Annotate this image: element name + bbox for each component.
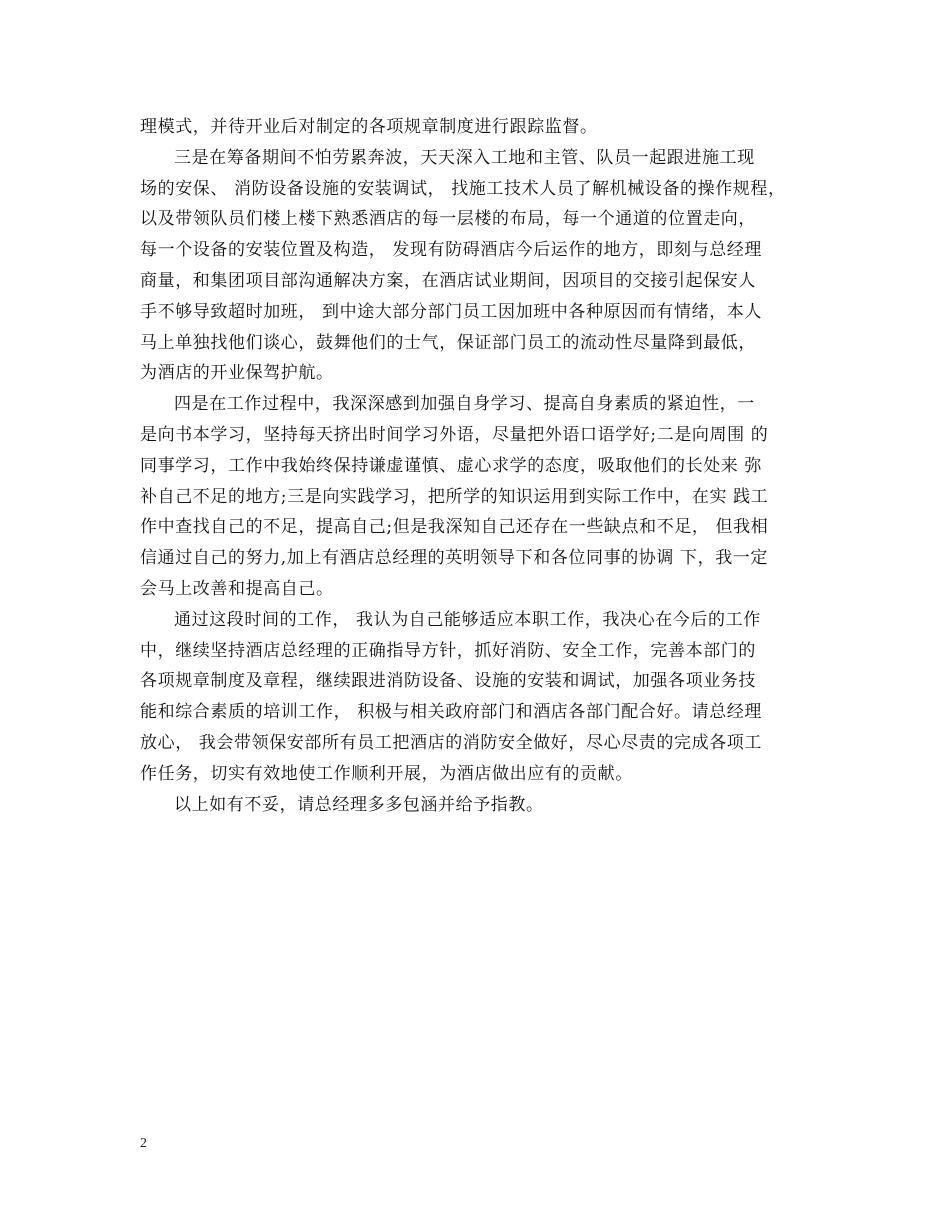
page-number: 2 xyxy=(140,1136,147,1151)
text-line: 以上如有不妥，请总经理多多包涵并给予指教。 xyxy=(174,794,544,815)
text-line: 每一个设备的安装位置及构造， 发现有防碍酒店今后运作的地方，即刻与总经理 xyxy=(140,240,763,261)
text-line: 同事学习，工作中我始终保持谦虚谨慎、虚心求学的态度，吸取他们的长处来 弥 xyxy=(140,455,763,476)
text-line: 放心， 我会带领保安部所有员工把酒店的消防安全做好，尽心尽责的完成各项工 xyxy=(140,732,763,753)
text-line: 作中查找自己的不足，提高自己;但是我深知自己还存在一些缺点和不足， 但我相 xyxy=(140,517,769,538)
text-line: 作任务，切实有效地使工作顺利开展，为酒店做出应有的贡献。 xyxy=(140,763,633,784)
paragraph-1 xyxy=(140,112,826,143)
text-line: 以及带领队员们楼上楼下熟悉酒店的每一层楼的布局，每一个通道的位置走向， xyxy=(140,209,756,230)
text-line: 四是在工作过程中，我深深感到加强自身学习、提高自身素质的紧迫性，一 xyxy=(174,394,755,415)
text-line: 商量，和集团项目部沟通解决方案，在酒店试业期间，因项目的交接引起保安人 xyxy=(140,270,756,291)
text-line: 理模式，并待开业后对制定的各项规章制度进行跟踪监督。 xyxy=(140,117,598,137)
paragraph-2 xyxy=(140,143,826,389)
text-line: 补自己不足的地方;三是向实践学习，把所学的知识运用到实际工作中，在实 践工 xyxy=(140,486,769,507)
text-line: 三是在筹备期间不怕劳累奔波，天天深入工地和主管、队员一起跟进施工现 xyxy=(174,147,755,168)
paragraph-4 xyxy=(140,605,826,790)
text-line: 场的安保、 消防设备设施的安装调试， 找施工技术人员了解机械设备的操作规程， xyxy=(140,178,786,199)
text-line: 马上单独找他们谈心，鼓舞他们的士气，保证部门员工的流动性尽量降到最低， xyxy=(140,332,756,353)
text-line: 各项规章制度及章程，继续跟进消防设备、设施的安装和调试，加强各项业务技 xyxy=(140,671,756,692)
text-line: 手不够导致超时加班， 到中途大部分部门员工因加班中各种原因而有情绪，本人 xyxy=(140,301,763,322)
paragraph-3 xyxy=(140,389,826,605)
text-line: 通过这段时间的工作， 我认为自己能够适应本职工作，我决心在今后的工作 xyxy=(174,609,761,630)
document-body xyxy=(140,112,826,820)
text-line: 是向书本学习，坚持每天挤出时间学习外语，尽量把外语口语学好;二是向周围 的 xyxy=(140,424,769,445)
text-line: 信通过自己的努力,加上有酒店总经理的英明领导下和各位同事的协调 下，我一定 xyxy=(140,548,769,569)
text-line: 为酒店的开业保驾护航。 xyxy=(140,363,334,384)
paragraph-5 xyxy=(140,790,826,821)
text-line: 中，继续坚持酒店总经理的正确指导方针，抓好消防、安全工作，完善本部门的 xyxy=(140,640,756,661)
text-line: 能和综合素质的培训工作， 积极与相关政府部门和酒店各部门配合好。请总经理 xyxy=(140,702,763,723)
text-line: 会马上改善和提高自己。 xyxy=(140,578,334,599)
